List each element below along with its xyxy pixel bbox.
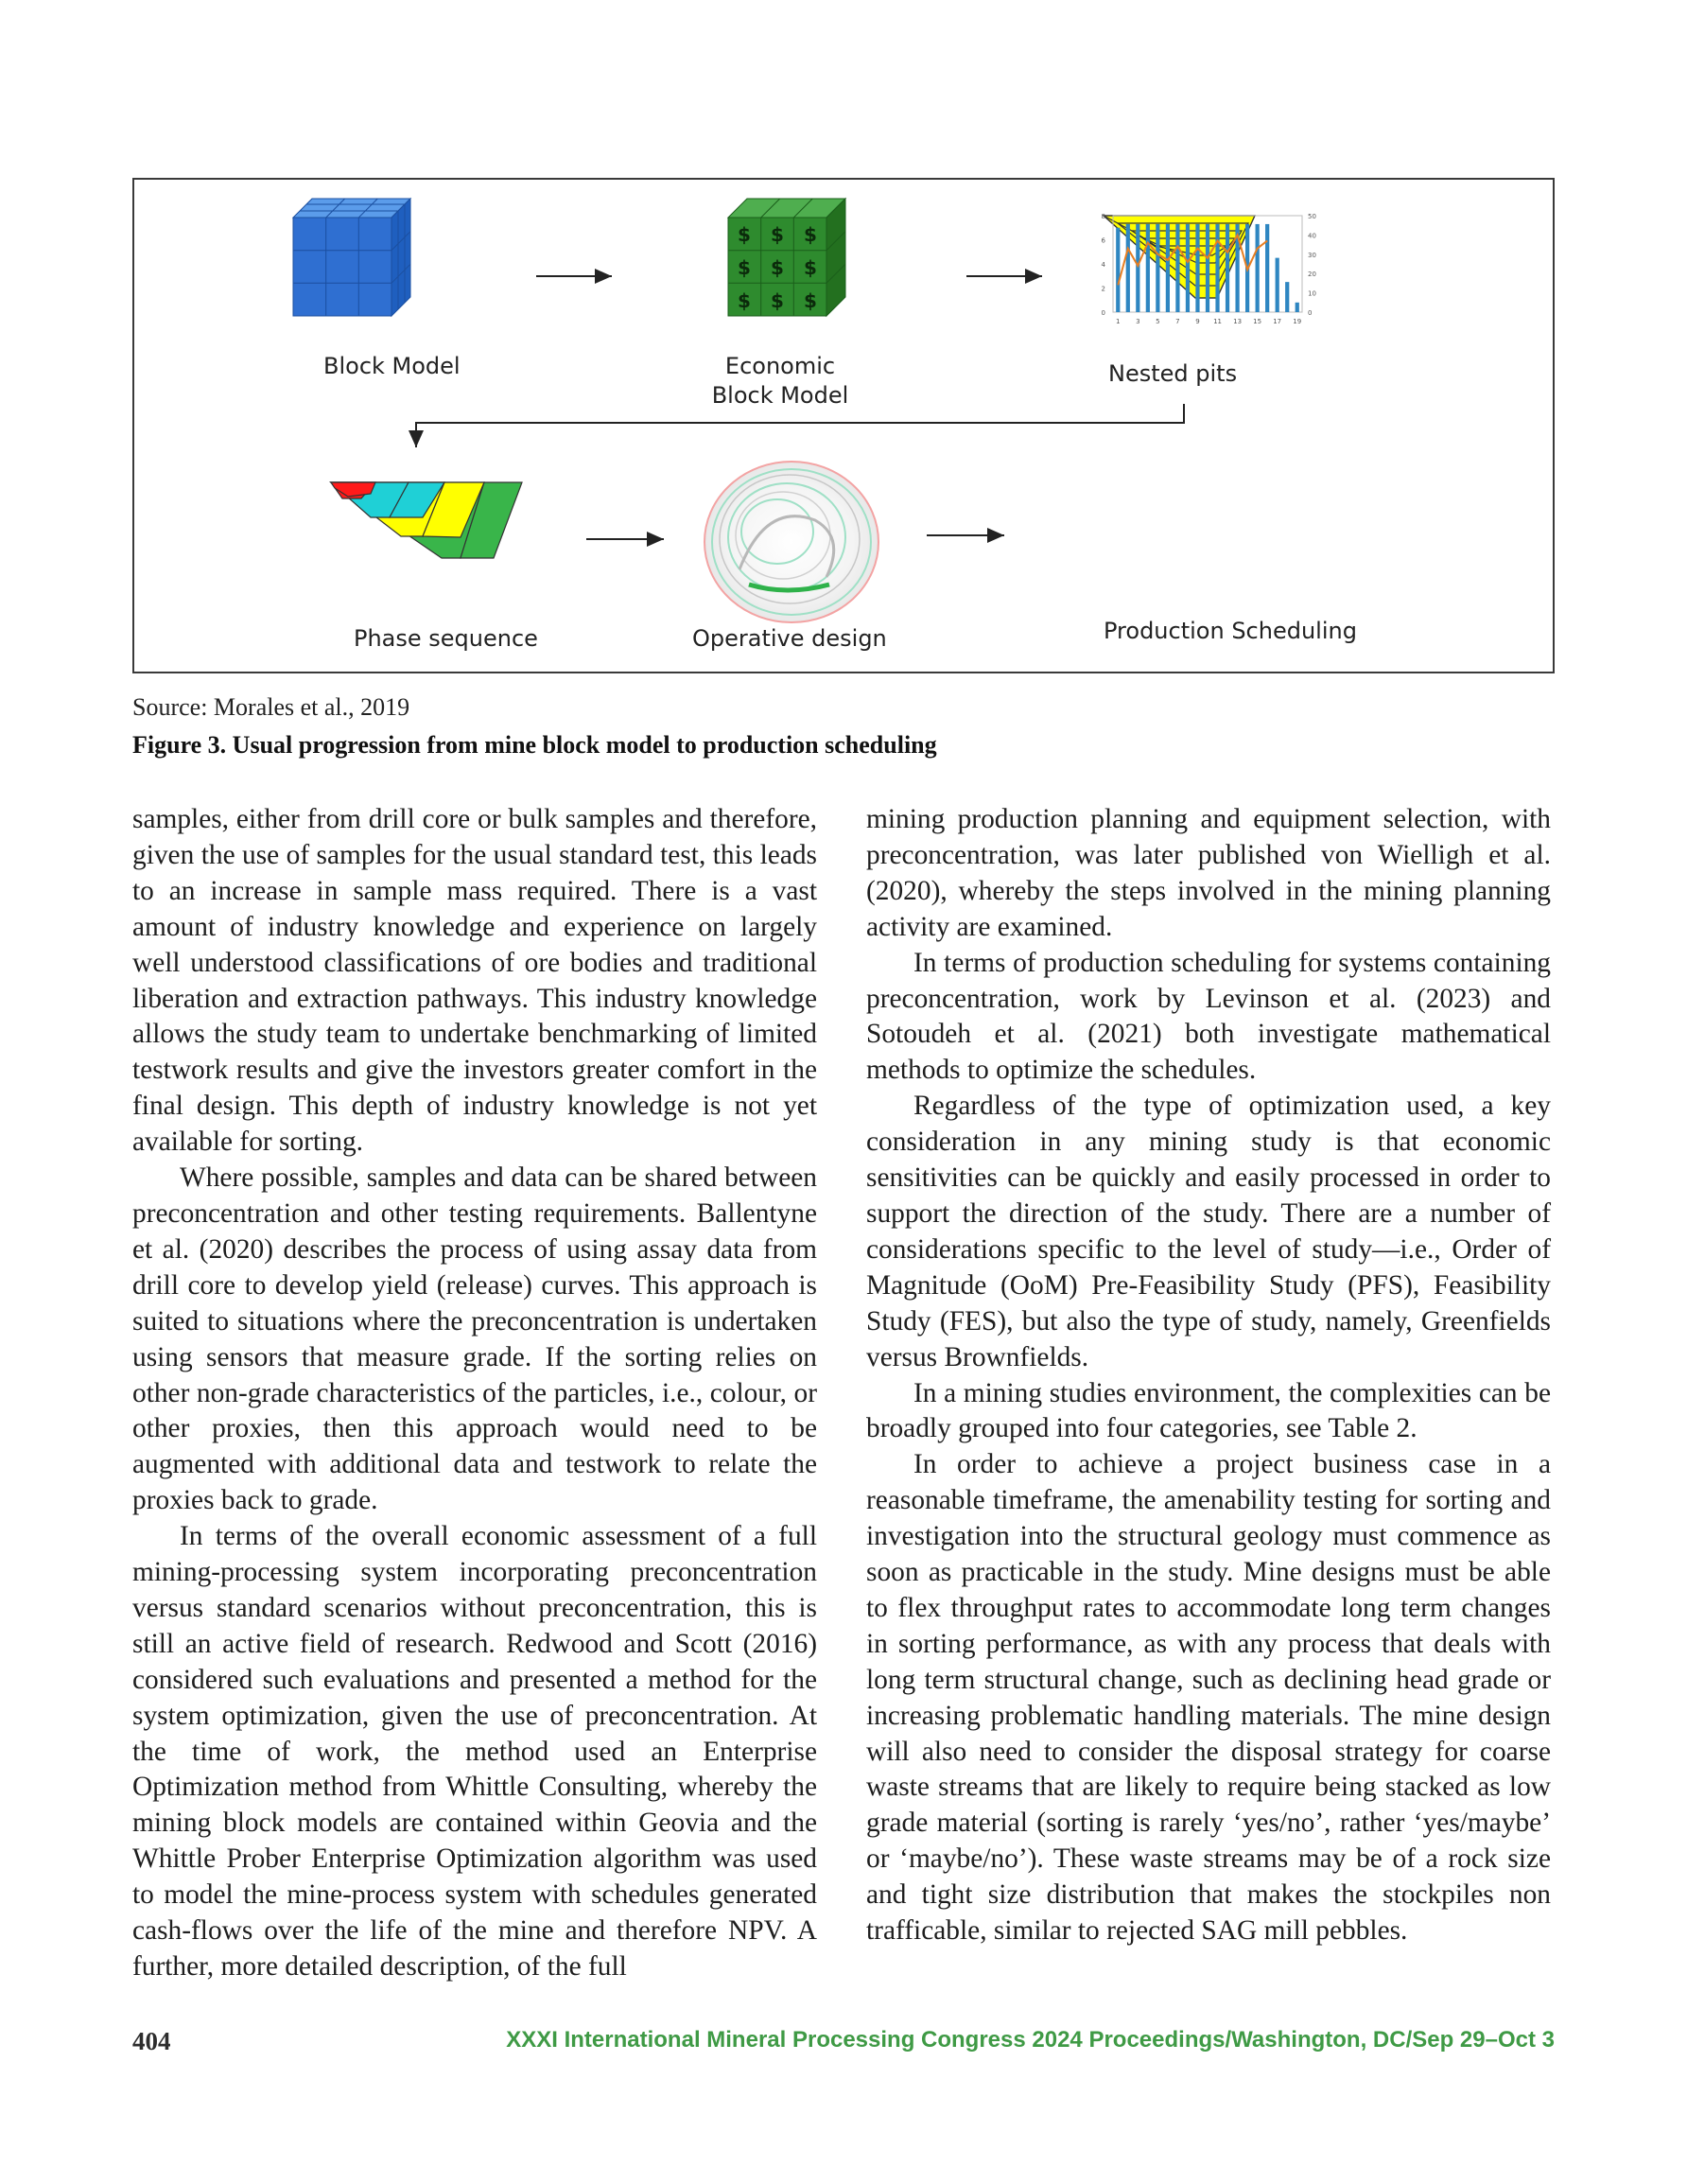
- dollar-sign: $: [771, 223, 784, 246]
- block-model-cube: [293, 199, 410, 316]
- mini-chart-bar: [1195, 224, 1199, 312]
- mini-chart-left-tick: 8: [1101, 213, 1105, 220]
- phase-sequence-shape: [331, 482, 522, 558]
- paragraph: In terms of production scheduling for systems containing preconcentration, work by Levinson et al. (2023) and Sotoudeh et al. (2021) both investigate mathematical methods to optimize the schedules.: [866, 947, 1551, 1086]
- mini-chart-right-tick: 50: [1308, 213, 1316, 220]
- mini-chart-x-tick: 9: [1195, 318, 1200, 325]
- mini-chart-bar: [1126, 224, 1130, 312]
- label-economic-block-model: Economic Block Model: [711, 353, 849, 409]
- left-column: [132, 802, 817, 1985]
- mini-chart-left-tick: 2: [1101, 285, 1105, 293]
- paragraph: In a mining studies environment, the complexities can be broadly grouped into four categories, see Table 2.: [866, 1377, 1551, 1444]
- mini-chart-bar: [1136, 224, 1139, 312]
- paragraph: In order to achieve a project business case in a reasonable timeframe, the amenability testing for sorting and investigation into the structural geology must commence as soon as practicable in the study. Mine designs must be able to flex throughput rates to accommodate long term changes in sorting performance, as with any process that deals with long term structural change, such as declining head grade or increasing problematic handling materials. The mine design will also need to consider the disposal strategy for coarse waste streams that are likely to require being stacked as low grade material (sorting is rarely ‘yes/no’, rather ‘yes/maybe’ or ‘maybe/no’). These waste streams may be of a rock size and tight size distribution that makes the stockpiles non trafficable, similar to rejected SAG mill pebbles.: [866, 1449, 1551, 1947]
- paragraph: mining production planning and equipment selection, with preconcentration, was later published von Wielligh et al. (2020), whereby the steps involved in the mining planning activity are examined.: [866, 804, 1551, 942]
- mini-chart-x-tick: 5: [1156, 318, 1160, 325]
- figure-caption: Figure 3. Usual progression from mine block model to production scheduling: [132, 731, 937, 759]
- operative-design-shape: [704, 462, 878, 622]
- mini-chart-bar: [1146, 224, 1150, 312]
- paragraph: samples, either from drill core or bulk samples and therefore, given the use of samples for the usual standard test, this leads to an increase in sample mass required. There is a vast amount of industry knowledge and experience on largely well understood classifications of ore bodies and traditional liberation and extraction pathways. This industry knowledge allows the study team to undertake benchmarking of limited testwork results and give the investors greater comfort in the final design. This depth of industry knowledge is not yet available for sorting.: [132, 804, 817, 1158]
- dollar-sign: $: [771, 289, 784, 312]
- mini-chart-bar: [1276, 258, 1279, 312]
- mini-chart-right-tick: 20: [1308, 271, 1316, 279]
- mini-chart-bar: [1265, 224, 1269, 312]
- paragraph: In terms of the overall economic assessment of a full mining-processing system incorporating preconcentration versus standard scenarios without preconcentration, this is still an active field of research. Redwood and Scott (2016) considered such evaluations and presented a method for the system optimization, given the use of preconcentration. At the time of work, the method used an Enterprise Optimization method from Whittle Consulting, whereby the mining block models are contained within Geovia and the Whittle Prober Enterprise Optimization algorithm was used to model the mine-process system with schedules generated cash-flows over the life of the mine and therefore NPV. A further, more detailed description, of the full: [132, 1521, 817, 1982]
- mini-chart-bar: [1186, 224, 1190, 312]
- mini-chart-left-tick: 6: [1101, 236, 1105, 245]
- dollar-sign: $: [738, 256, 751, 279]
- figure-panel: [132, 178, 1555, 673]
- label-production-scheduling: Production Scheduling: [1104, 618, 1357, 644]
- mini-chart-x-tick: 17: [1273, 318, 1282, 325]
- dollar-sign: $: [738, 223, 751, 246]
- mini-chart-x-tick: 15: [1253, 318, 1262, 325]
- mini-chart-x-tick: 19: [1293, 318, 1302, 325]
- mini-chart-bar: [1116, 228, 1120, 312]
- dollar-sign: $: [771, 256, 784, 279]
- label-phase-sequence: Phase sequence: [354, 625, 538, 652]
- label-block-model: Block Model: [323, 353, 461, 379]
- label-nested-pits: Nested pits: [1108, 360, 1238, 387]
- mini-chart-left-tick: 4: [1101, 261, 1105, 269]
- mini-chart-bar: [1256, 224, 1260, 312]
- dollar-sign: $: [804, 256, 817, 279]
- mini-chart-right-tick: 0: [1308, 309, 1313, 317]
- economic-block-model-cube: [728, 199, 845, 316]
- mini-chart-left-tick: 0: [1101, 309, 1105, 317]
- figure-diagram: [134, 180, 1557, 675]
- right-column: [866, 802, 1551, 1949]
- mini-chart-bar: [1215, 224, 1219, 312]
- dollar-sign: $: [804, 223, 817, 246]
- mini-chart-right-tick: 40: [1308, 232, 1316, 240]
- mini-chart-bar: [1166, 224, 1170, 312]
- dollar-sign: $: [804, 289, 817, 312]
- footer-title: XXXI International Mineral Processing Congress 2024 Proceedings/Washington, DC/Sep 29–Oct 3: [506, 2027, 1555, 2053]
- page-number: 404: [132, 2027, 171, 2055]
- mini-chart-bar: [1156, 224, 1159, 312]
- mini-chart-bar: [1296, 303, 1299, 312]
- label-operative-design: Operative design: [692, 625, 887, 652]
- mini-chart-bar: [1206, 224, 1209, 312]
- paragraph: Regardless of the type of optimization used, a key consideration in any mining study is that economic sensitivities can be quickly and easily processed in order to support the direction of the study. There are a number of considerations specific to the level of study—i.e., Order of Magnitude (OoM) Pre-Feasibility Study (PFS), Feasibility Study (FES), but also the type of study, namely, Greenfields versus Brownfields.: [866, 1091, 1551, 1372]
- mini-chart-right-tick: 10: [1308, 289, 1316, 298]
- mini-chart-x-tick: 1: [1116, 318, 1121, 325]
- figure-source: Source: Morales et al., 2019: [132, 693, 410, 721]
- mini-chart-right-tick: 30: [1308, 251, 1316, 259]
- paragraph: Where possible, samples and data can be shared between preconcentration and other testing requirements. Ballentyne et al. (2020) describes the process of using assay data from drill core to develop yield (release) curves. This approach is suited to situations where the preconcentration is undertaken using sensors that measure grade. If the sorting relies on other non-grade characteristics of the particles, i.e., colour, or other proxies, then this approach would need to be augmented with additional data and testwork to relate the proxies back to grade.: [132, 1162, 817, 1516]
- mini-chart-x-tick: 7: [1175, 318, 1180, 325]
- dollar-sign: $: [738, 289, 751, 312]
- mini-chart-x-tick: 11: [1213, 318, 1222, 325]
- mini-chart-bar: [1226, 224, 1229, 312]
- mini-chart-bar: [1175, 224, 1179, 312]
- mini-chart-x-tick: 13: [1233, 318, 1243, 325]
- mini-chart-x-tick: 3: [1136, 318, 1140, 325]
- mini-chart-bar: [1285, 282, 1289, 312]
